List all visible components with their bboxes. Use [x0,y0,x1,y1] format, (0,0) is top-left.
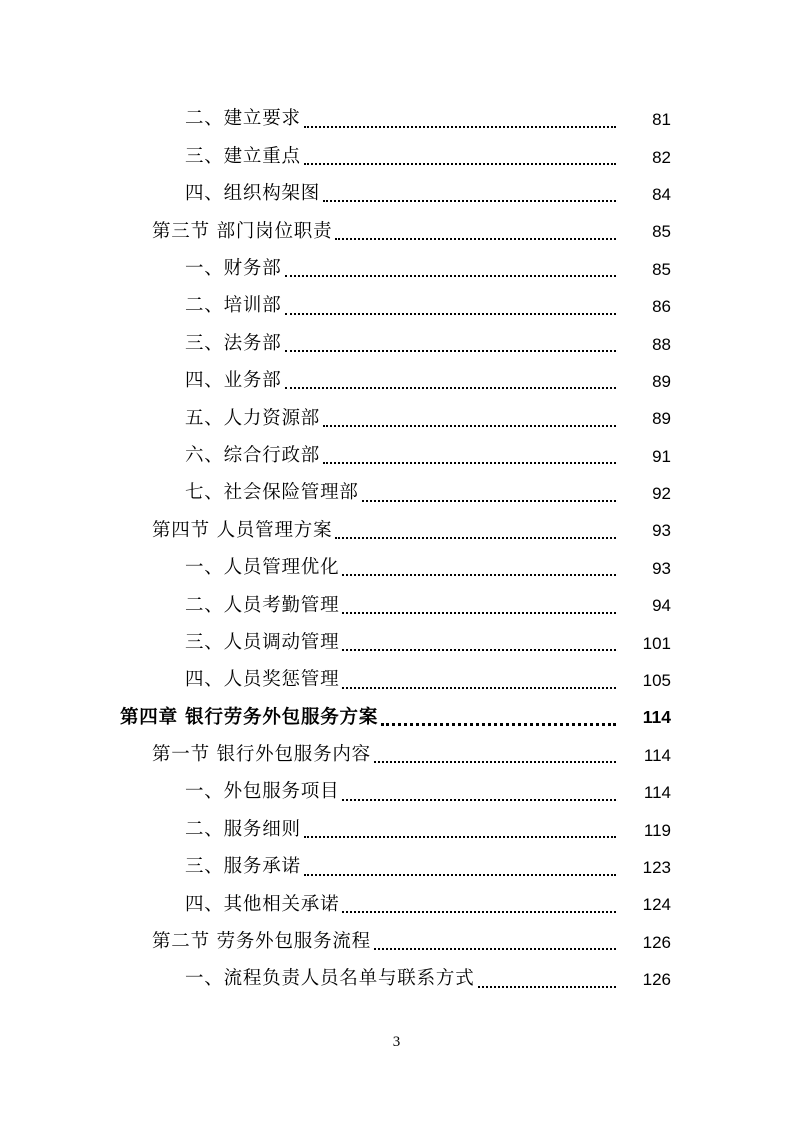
toc-entry-section[interactable] [0,512,793,549]
dot-leader [374,948,616,950]
dot-leader [381,723,616,726]
toc-entry-page: 114 [643,783,671,803]
toc-entry-item[interactable] [0,176,793,213]
dot-leader [374,761,616,763]
dot-leader [285,387,616,389]
toc-entry-item[interactable] [0,587,793,624]
dot-leader [304,163,616,165]
toc-entry-item[interactable] [0,251,793,288]
toc-entry-chapter[interactable] [0,699,793,736]
toc-entry-title: 四、人员奖惩管理 [185,669,340,691]
toc-entry-item[interactable] [0,961,793,998]
toc-entry-title: 第一节 银行外包服务内容 [152,744,371,766]
toc-entry-title: 三、建立重点 [185,145,301,167]
dot-leader [335,238,616,240]
dot-leader [342,799,616,801]
toc-entry-page: 93 [652,521,671,541]
toc-entry-title: 第四节 人员管理方案 [152,519,333,541]
toc-entry-item[interactable] [0,774,793,811]
toc-entry-item[interactable] [0,101,793,138]
dot-leader [478,986,616,988]
dot-leader [335,537,616,539]
table-of-contents [0,101,793,998]
dot-leader [304,836,616,838]
toc-entry-item[interactable] [0,886,793,923]
toc-entry-item[interactable] [0,811,793,848]
dot-leader [304,874,616,876]
toc-entry-item[interactable] [0,662,793,699]
dot-leader [323,200,616,202]
toc-entry-title: 五、人力资源部 [185,407,321,429]
toc-entry-page: 94 [652,596,671,616]
toc-entry-title: 四、其他相关承诺 [185,893,340,915]
toc-entry-page: 89 [652,371,671,391]
toc-entry-page: 91 [652,446,671,466]
toc-entry-page: 84 [652,184,671,204]
toc-entry-page: 123 [642,858,671,877]
toc-entry-item[interactable] [0,849,793,886]
toc-entry-title: 一、人员管理优化 [185,557,340,579]
toc-entry-page: 101 [642,633,671,653]
toc-entry-page: 126 [642,932,671,952]
toc-entry-item[interactable] [0,325,793,362]
toc-entry-title: 三、服务承诺 [185,856,301,878]
dot-leader [285,313,616,315]
toc-entry-item[interactable] [0,550,793,587]
toc-entry-page: 105 [642,671,671,691]
toc-entry-item[interactable] [0,138,793,175]
toc-entry-page: 114 [642,707,671,728]
toc-entry-title: 第三节 部门岗位职责 [152,220,333,242]
toc-entry-page: 114 [643,745,671,765]
toc-entry-title: 第二节 劳务外包服务流程 [152,931,371,953]
toc-entry-section[interactable] [0,924,793,961]
toc-entry-page: 89 [652,409,671,429]
toc-entry-page: 86 [652,297,671,317]
toc-entry-page: 92 [652,484,671,504]
dot-leader [285,350,616,352]
toc-entry-title: 第四章 银行劳务外包服务方案 [120,706,379,728]
toc-entry-title: 四、组织构架图 [185,183,321,205]
toc-entry-item[interactable] [0,400,793,437]
toc-entry-page: 82 [652,147,671,167]
toc-entry-title: 二、培训部 [185,295,282,317]
toc-entry-title: 二、人员考勤管理 [185,594,340,616]
toc-entry-title: 一、流程负责人员名单与联系方式 [185,968,475,990]
dot-leader [323,425,616,427]
toc-entry-section[interactable] [0,737,793,774]
toc-entry-page: 126 [642,970,671,990]
toc-entry-title: 二、建立要求 [185,108,301,130]
toc-entry-section[interactable] [0,213,793,250]
toc-entry-page: 85 [652,222,671,242]
page-number: 3 [392,1034,401,1050]
toc-entry-item[interactable] [0,363,793,400]
toc-entry-page: 93 [652,558,671,578]
dot-leader [304,126,616,128]
toc-entry-title: 三、法务部 [185,332,282,354]
toc-entry-item[interactable] [0,438,793,475]
toc-entry-item[interactable] [0,288,793,325]
toc-entry-page: 88 [652,334,671,354]
toc-entry-title: 一、财务部 [185,258,282,279]
dot-leader [285,275,616,277]
toc-entry-title: 一、外包服务项目 [185,781,340,803]
dot-leader [342,574,616,576]
toc-entry-page: 85 [652,259,671,279]
dot-leader [362,500,616,502]
toc-entry-item[interactable] [0,624,793,661]
toc-entry-page: 81 [652,110,671,130]
dot-leader [342,911,616,913]
toc-entry-title: 二、服务细则 [185,818,301,840]
dot-leader [342,687,616,689]
dot-leader [323,462,616,464]
toc-entry-title: 三、人员调动管理 [185,631,340,653]
toc-entry-title: 七、社会保险管理部 [185,482,359,504]
toc-entry-page: 124 [642,895,671,915]
toc-entry-item[interactable] [0,475,793,512]
toc-entry-title: 四、业务部 [185,370,282,392]
toc-entry-page: 119 [643,820,671,840]
dot-leader [342,612,616,614]
dot-leader [342,649,616,651]
toc-entry-title: 六、综合行政部 [185,444,321,466]
